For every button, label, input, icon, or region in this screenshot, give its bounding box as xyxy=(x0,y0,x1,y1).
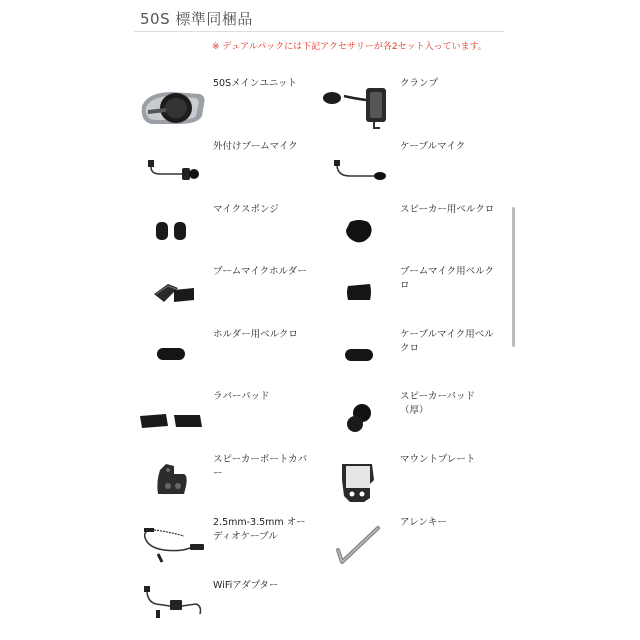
item-label: （厚） xyxy=(400,405,429,416)
cable-mic-velcro-icon xyxy=(344,347,374,363)
mount-plate-icon xyxy=(336,460,378,504)
speaker-port-cover-icon xyxy=(154,462,190,496)
item-label: クロ xyxy=(400,343,420,354)
speaker-velcro-icon xyxy=(344,218,374,244)
boom-mic-holder-icon xyxy=(150,280,198,306)
holder-velcro-icon xyxy=(156,346,186,362)
item-label: ブームマイクホルダー xyxy=(213,266,307,277)
item-label: ー xyxy=(213,468,223,479)
boom-mic-icon xyxy=(142,156,202,184)
dual-pack-notice: ※ デュアルパックには下記アクセサリーが各2セット入っています。 xyxy=(212,42,487,52)
item-label: ホルダー用ベルクロ xyxy=(213,329,298,340)
main-unit-icon xyxy=(138,86,208,130)
item-label: ロ xyxy=(400,280,410,291)
item-label: ブームマイク用ベルク xyxy=(400,266,494,277)
page-title: 50S 標準同梱品 xyxy=(140,10,253,28)
item-label: 外付けブームマイク xyxy=(213,141,298,152)
speaker-pad-icon xyxy=(344,402,376,434)
allen-key-icon xyxy=(334,520,382,568)
wifi-adapter-icon xyxy=(140,584,206,624)
item-label: マイクスポンジ xyxy=(213,204,279,215)
item-label: ケーブルマイク用ベル xyxy=(400,329,494,340)
item-label: クランプ xyxy=(400,78,439,89)
item-label: アレンキー xyxy=(400,517,447,528)
mic-sponge-icon xyxy=(154,220,190,242)
item-label: ラバーパッド xyxy=(213,391,270,402)
title-divider xyxy=(134,31,504,32)
vertical-scrollbar[interactable] xyxy=(512,207,515,347)
item-label: マウントプレート xyxy=(400,454,476,465)
item-label: 2.5mm-3.5mm オー xyxy=(213,517,306,528)
audio-cable-icon xyxy=(140,526,208,566)
item-label: WiFiアダプター xyxy=(213,580,279,591)
boom-mic-velcro-icon xyxy=(344,282,374,302)
item-label: スピーカーパッド xyxy=(400,391,475,402)
item-label: ディオケーブル xyxy=(213,531,278,542)
item-label: ケーブルマイク xyxy=(400,141,466,152)
item-label: スピーカー用ベルクロ xyxy=(400,204,495,215)
clamp-icon xyxy=(322,84,392,130)
item-label: 50Sメインユニット xyxy=(213,78,298,89)
item-label: スピーカーポートカバ xyxy=(213,454,308,465)
cable-mic-icon xyxy=(332,158,388,184)
rubber-pad-icon xyxy=(138,412,204,430)
